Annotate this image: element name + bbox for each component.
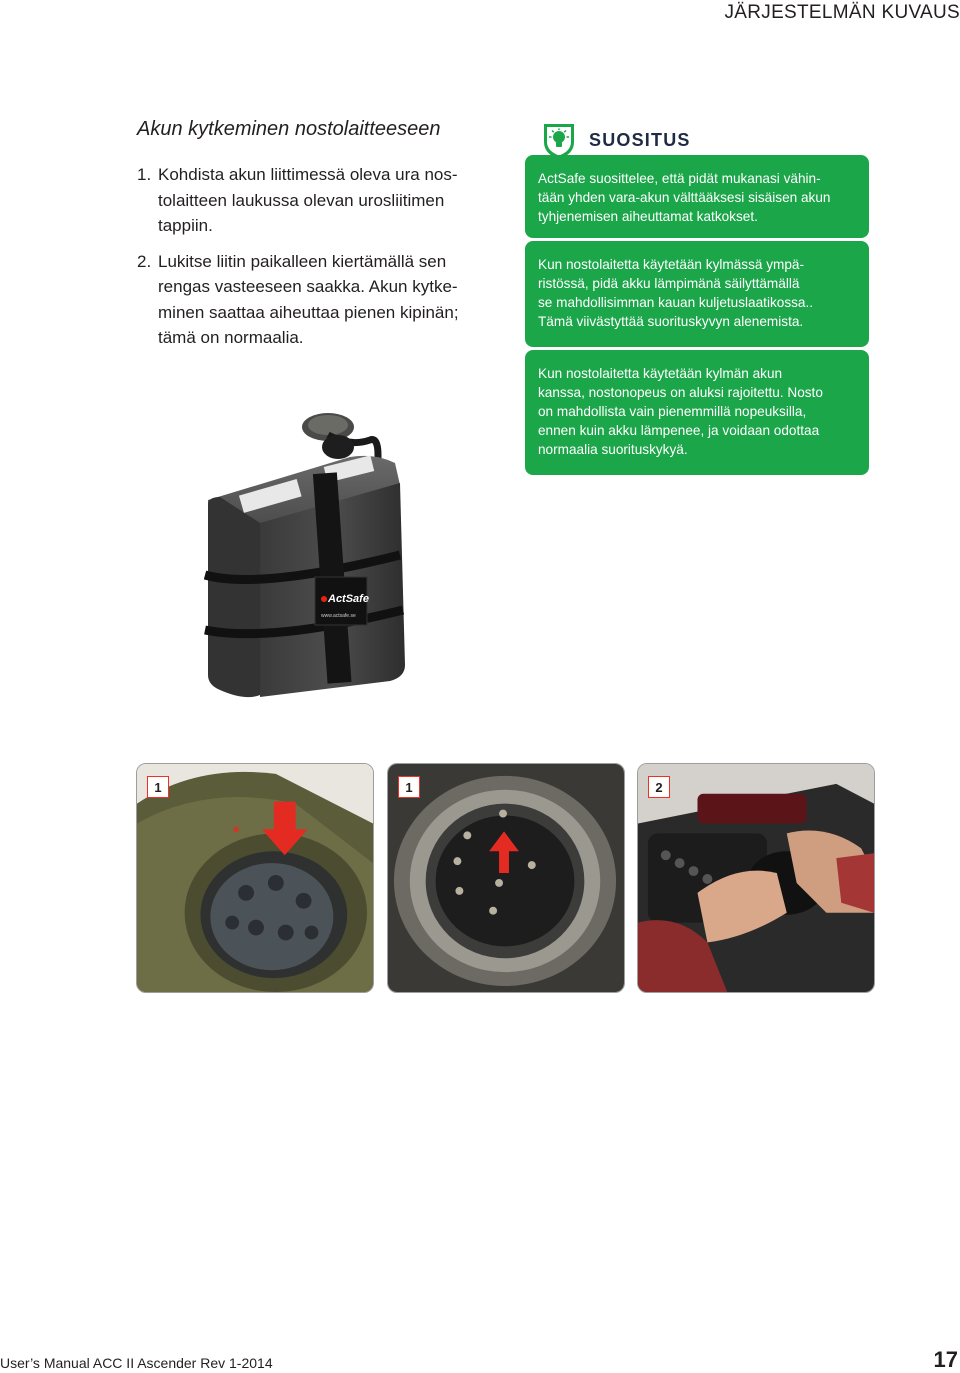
step-line: tolaitteen laukussa olevan urosliitimen <box>158 190 445 210</box>
rec-line: tään yhden vara-akun välttääksesi sisäisen akun <box>538 190 831 205</box>
rec-line: Kun nostolaitetta käytetään kylmän akun <box>538 366 783 381</box>
footer-page-number: 17 <box>933 1347 958 1372</box>
brand-label: ActSafe <box>328 593 369 605</box>
recommendation-header <box>540 120 691 160</box>
section-heading: Akun kytkeminen nostolaitteeseen <box>137 118 441 140</box>
recommendation-box-spare-battery <box>525 155 869 238</box>
battery-pack-photo <box>200 405 415 705</box>
rec-line: tyhjenemisen aiheuttamat katkokset. <box>538 209 758 224</box>
instruction-step-1 <box>137 162 477 239</box>
step-line: Lukitse liitin paikalleen kiertämällä sen <box>158 251 447 271</box>
section-title: JÄRJESTELMÄN KUVAUS <box>724 2 960 23</box>
rec-line: ristössä, pidä akku lämpimänä säilyttämällä <box>538 276 800 291</box>
recommendation-box-cold-battery <box>525 350 869 475</box>
photo-step-badge: 2 <box>648 776 670 798</box>
rec-line: kanssa, nostonopeus on aluksi rajoitettu. Nosto <box>538 385 823 400</box>
photo-connector-female <box>136 763 374 993</box>
step-line: Kohdista akun liittimessä oleva ura nos- <box>158 165 458 184</box>
step-line: rengas vasteeseen saakka. Akun kytke- <box>158 277 458 296</box>
lightbulb-shield-icon <box>540 120 578 160</box>
photo-connector-male <box>387 763 625 993</box>
photo-step-badge: 1 <box>398 776 420 798</box>
rec-line: ennen kuin akku lämpenee, ja voidaan odottaa <box>538 423 820 438</box>
connector-plug-image <box>388 764 624 992</box>
rec-line: Tämä viivästyttää suorituskyvyn alenemista. <box>538 314 804 329</box>
connector-socket-image <box>137 764 373 992</box>
photo-step-badge: 1 <box>147 776 169 798</box>
step-number: 1. <box>137 165 152 184</box>
footer-manual-title: User’s Manual ACC II Ascender Rev 1-2014 <box>0 1355 273 1371</box>
rec-line: Kun nostolaitetta käytetään kylmässä ympä- <box>538 257 804 272</box>
step-number: 2. <box>137 251 152 271</box>
step-line: tappiin. <box>158 216 213 235</box>
rec-line: ActSafe suosittelee, että pidät mukanasi vähin- <box>538 171 821 186</box>
hands-locking-image <box>638 764 874 992</box>
instruction-list <box>137 162 477 361</box>
brand-url-label: www.actsafe.se <box>321 613 356 619</box>
instruction-step-2 <box>137 249 477 351</box>
recommendation-title: SUOSITUS <box>589 129 691 150</box>
step-line: minen saattaa aiheuttaa pienen kipinän; <box>158 302 459 322</box>
recommendation-box-cold-storage <box>525 241 869 347</box>
step-line: tämä on normaalia. <box>158 328 304 347</box>
rec-line: on mahdollista vain pienemmillä nopeuksilla, <box>538 404 807 419</box>
rec-line: normaalia suorituskykyä. <box>538 442 688 457</box>
photo-locking-connector <box>637 763 875 993</box>
rec-line: se mahdollisimman kauan kuljetuslaatikossa.. <box>538 295 814 310</box>
